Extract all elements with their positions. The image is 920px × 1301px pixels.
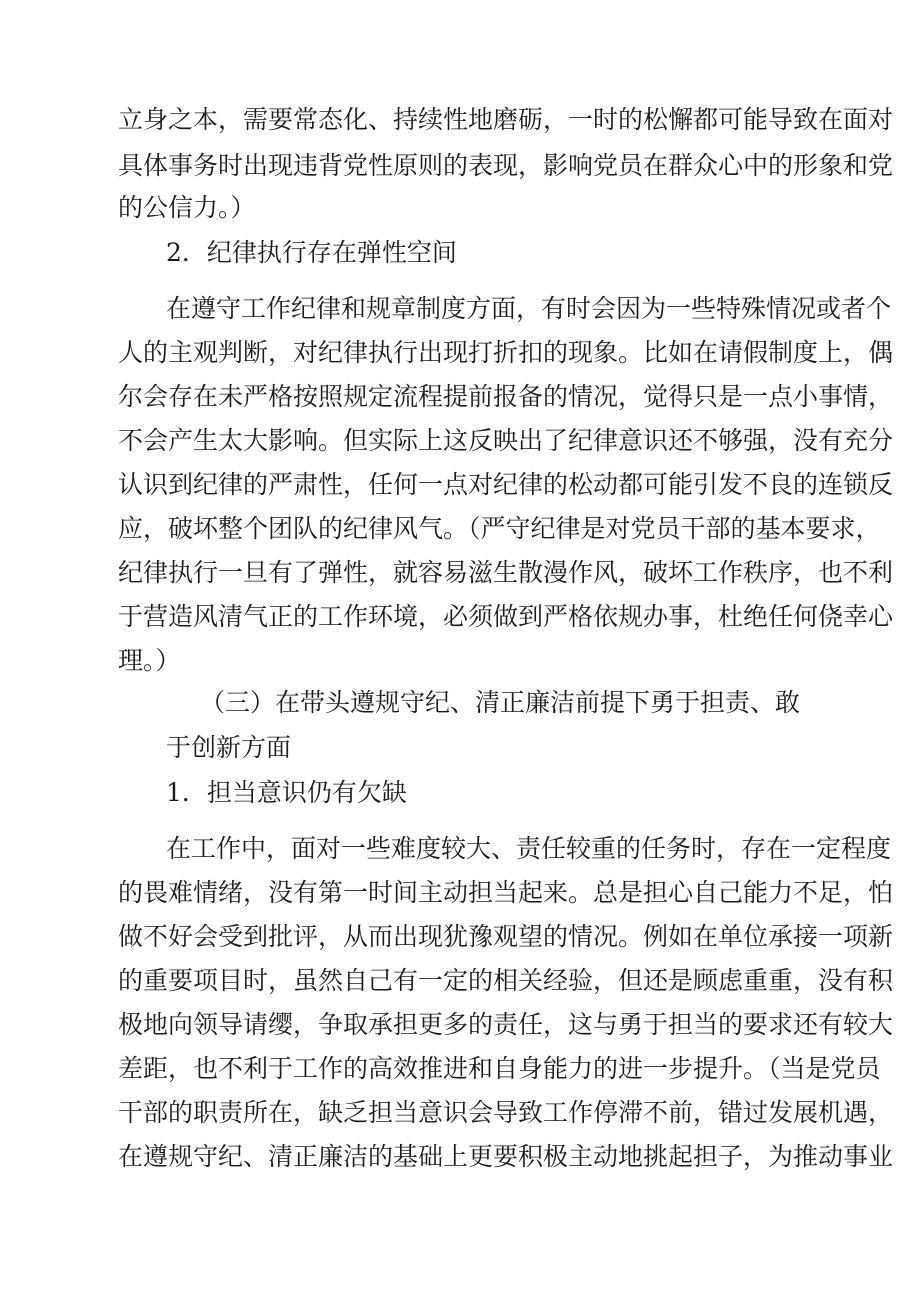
paragraph-3-line-6: 差距，也不利于工作的高效推进和自身能力的进一步提升。（当是党员 bbox=[118, 1054, 881, 1083]
paragraph-2-line-6: 应，破坏整个团队的纪律风气。（严守纪律是对党员干部的基本要求， bbox=[118, 514, 881, 543]
paragraph-3-line-2: 的畏难情绪，没有第一时间主动担当起来。总是担心自己能力不足，怕 bbox=[118, 878, 894, 907]
paragraph-3-line-3: 做不好会受到批评，从而出现犹豫观望的情况。例如在单位承接一项新 bbox=[118, 922, 894, 951]
paragraph-2-line-8: 于营造风清气正的工作环境，必须做到严格依规办事，杜绝任何侥幸心 bbox=[118, 602, 894, 631]
paragraph-3-line-1: 在工作中，面对一些难度较大、责任较重的任务时，存在一定程度 bbox=[166, 834, 892, 863]
paragraph-3-line-7: 干部的职责所在，缺乏担当意识会导致工作停滞不前，错过发展机遇， bbox=[118, 1098, 894, 1127]
section-heading-line-1: （三）在带头遵规守纪、清正廉洁前提下勇于担责、敢 bbox=[200, 688, 801, 717]
paragraph-2-line-9: 理。） bbox=[118, 646, 181, 675]
paragraph-1-line-1: 立身之本，需要常态化、持续性地磨砺，一时的松懈都可能导致在面对 bbox=[118, 105, 894, 134]
paragraph-3-line-5: 极地向领导请缨，争取承担更多的责任，这与勇于担当的要求还有较大 bbox=[118, 1010, 894, 1039]
subheading-responsibility-awareness: 1．担当意识仍有欠缺 bbox=[166, 778, 407, 807]
paragraph-2-line-1: 在遵守工作纪律和规章制度方面，有时会因为一些特殊情况或者个 bbox=[166, 294, 892, 323]
paragraph-2-line-5: 认识到纪律的严肃性，任何一点对纪律的松动都可能引发不良的连锁反 bbox=[118, 470, 894, 499]
paragraph-1-line-2: 具体事务时出现违背党性原则的表现，影响党员在群众心中的形象和党 bbox=[118, 151, 894, 180]
paragraph-2-line-7: 纪律执行一旦有了弹性，就容易滋生散漫作风，破坏工作秩序，也不利 bbox=[118, 558, 894, 587]
paragraph-2-line-4: 不会产生太大影响。但实际上这反映出了纪律意识还不够强，没有充分 bbox=[118, 426, 894, 455]
paragraph-2-line-3: 尔会存在未严格按照规定流程提前报备的情况，觉得只是一点小事情， bbox=[118, 382, 894, 411]
paragraph-2-line-2: 人的主观判断，对纪律执行出现打折扣的现象。比如在请假制度上，偶 bbox=[118, 338, 894, 367]
paragraph-1-line-3: 的公信力。） bbox=[118, 193, 256, 222]
subheading-discipline-flexibility: 2．纪律执行存在弹性空间 bbox=[166, 238, 457, 267]
paragraph-3-line-4: 的重要项目时，虽然自己有一定的相关经验，但还是顾虑重重，没有积 bbox=[118, 966, 894, 995]
section-heading-line-2: 于创新方面 bbox=[166, 733, 292, 762]
paragraph-3-line-8: 在遵规守纪、清正廉洁的基础上更要积极主动地挑起担子，为推动事业 bbox=[118, 1142, 894, 1171]
